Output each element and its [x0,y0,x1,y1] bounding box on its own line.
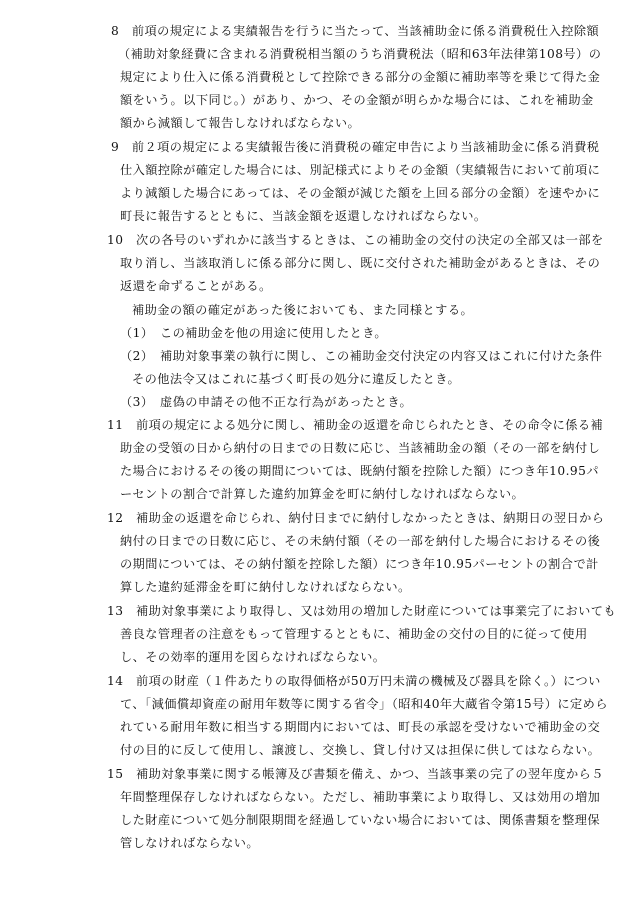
paragraph-12-line-4: 算した違約延滞金を町に納付しなければならない。 [120,580,411,594]
paragraph-14-line-3: れている耐用年数に相当する期間内においては、町長の承認を受けないで補助金の交 [120,720,601,734]
item-2-line-1: （2） 補助対象事業の執行に関し、この補助金交付決定の内容又はこれに付けた条件 [120,349,603,363]
paragraph-9-line-3: より減額した場合にあっては、その金額が減じた額を上回る部分の金額）を速やかに [120,186,601,200]
paragraph-15-line-1: 15 補助対象事業に関する帳簿及び書類を備え、かつ、当該事業の完了の翌年度から５ [107,767,604,781]
paragraph-12-line-2: 納付の日までの日数に応じ、その未納付額（その一部を納付した場合におけるその後 [120,534,601,548]
paragraph-13-line-3: し、その効率的運用を図らなければならない。 [120,650,386,664]
paragraph-10-line-1: 10 次の各号のいずれかに該当するときは、この補助金の交付の決定の全部又は一部を [107,233,604,247]
item-2-line-2: その他法令又はこれに基づく町長の処分に違反したとき。 [132,372,461,386]
paragraph-9-line-1: 9 前２項の規定による実績報告後に消費税の確定申告により当該補助金に係る消費税 [111,140,600,154]
paragraph-11-line-1: 11 前項の規定による処分に関し、補助金の返還を命じられたとき、その命令に係る補 [107,418,604,432]
paragraph-10-line-3: 返還を命ずることがある。 [120,279,272,293]
paragraph-15-line-2: 年間整理保存しなければならない。ただし、補助事業により取得し、又は効用の増加 [120,790,601,804]
paragraph-13-line-2: 善良な管理者の注意をもって管理するとともに、補助金の交付の目的に従って使用 [120,627,588,641]
paragraph-11-line-2: 助金の受領の日から納付の日までの日数に応じ、当該補助金の額（その一部を納付し [120,441,601,455]
paragraph-10-line-4: 補助金の額の確定があった後においても、また同様とする。 [132,303,474,317]
paragraph-13-line-1: 13 補助対象事業により取得し、又は効用の増加した財産については事業完了においても [107,604,617,618]
paragraph-12-line-3: の期間については、その納付額を控除した額）につき年10.95パーセントの割合で計 [120,557,599,571]
paragraph-9-line-2: 仕入額控除が確定した場合には、別記様式によりその金額（実績報告において前項に [120,163,601,177]
item-1: （1） この補助金を他の用途に使用したとき。 [120,326,388,340]
paragraph-8-line-3: 規定により仕入に係る消費税として控除できる部分の金額に補助率等を乗じて得た金 [120,70,601,84]
paragraph-8-line-4: 額をいう。以下同じ。）があり、かつ、その金額が明らかな場合には、これを補助金 [120,93,594,107]
paragraph-14-line-4: 付の目的に反して使用し、譲渡し、交換し、貸し付け又は担保に供してはならない。 [120,743,601,757]
paragraph-14-line-2: て、「減価償却資産の耐用年数等に関する省令」（昭和40年大蔵省令第15号）に定めら [120,697,608,711]
paragraph-12-line-1: 12 補助金の返還を命じられ、納付日までに納付しなかったときは、納期日の翌日から [107,511,605,525]
paragraph-11-line-4: ーセントの割合で計算した違約加算金を町に納付しなければならない。 [120,487,525,501]
paragraph-8-line-1: 8 前項の規定による実績報告を行うに当たって、当該補助金に係る消費税仕入控除額 [111,24,600,38]
paragraph-8-line-5: 額から減額して報告しなければならない。 [120,116,361,130]
paragraph-15-line-3: した財産について処分制限期間を経過していない場合においては、関係書類を整理保 [120,813,600,827]
paragraph-9-line-4: 町長に報告するとともに、当該金額を返還しなければならない。 [120,209,487,223]
paragraph-14-line-1: 14 前項の財産（１件あたりの取得価格が50万円未満の機械及び器具を除く。）につい [107,674,601,688]
item-3: （3） 虚偽の申請その他不正な行為があったとき。 [120,395,413,409]
paragraph-11-line-3: た場合におけるその後の期間については、既納付額を控除した額）につき年10.95パ [120,464,599,478]
paragraph-15-line-4: 管しなければならない。 [120,836,260,850]
paragraph-10-line-2: 取り消し、当該取消しに係る部分に関し、既に交付された補助金があるときは、その [120,256,601,270]
paragraph-8-line-2: （補助対象経費に含まれる消費税相当額のうち消費税法（昭和63年法律第108号）の [118,47,602,61]
